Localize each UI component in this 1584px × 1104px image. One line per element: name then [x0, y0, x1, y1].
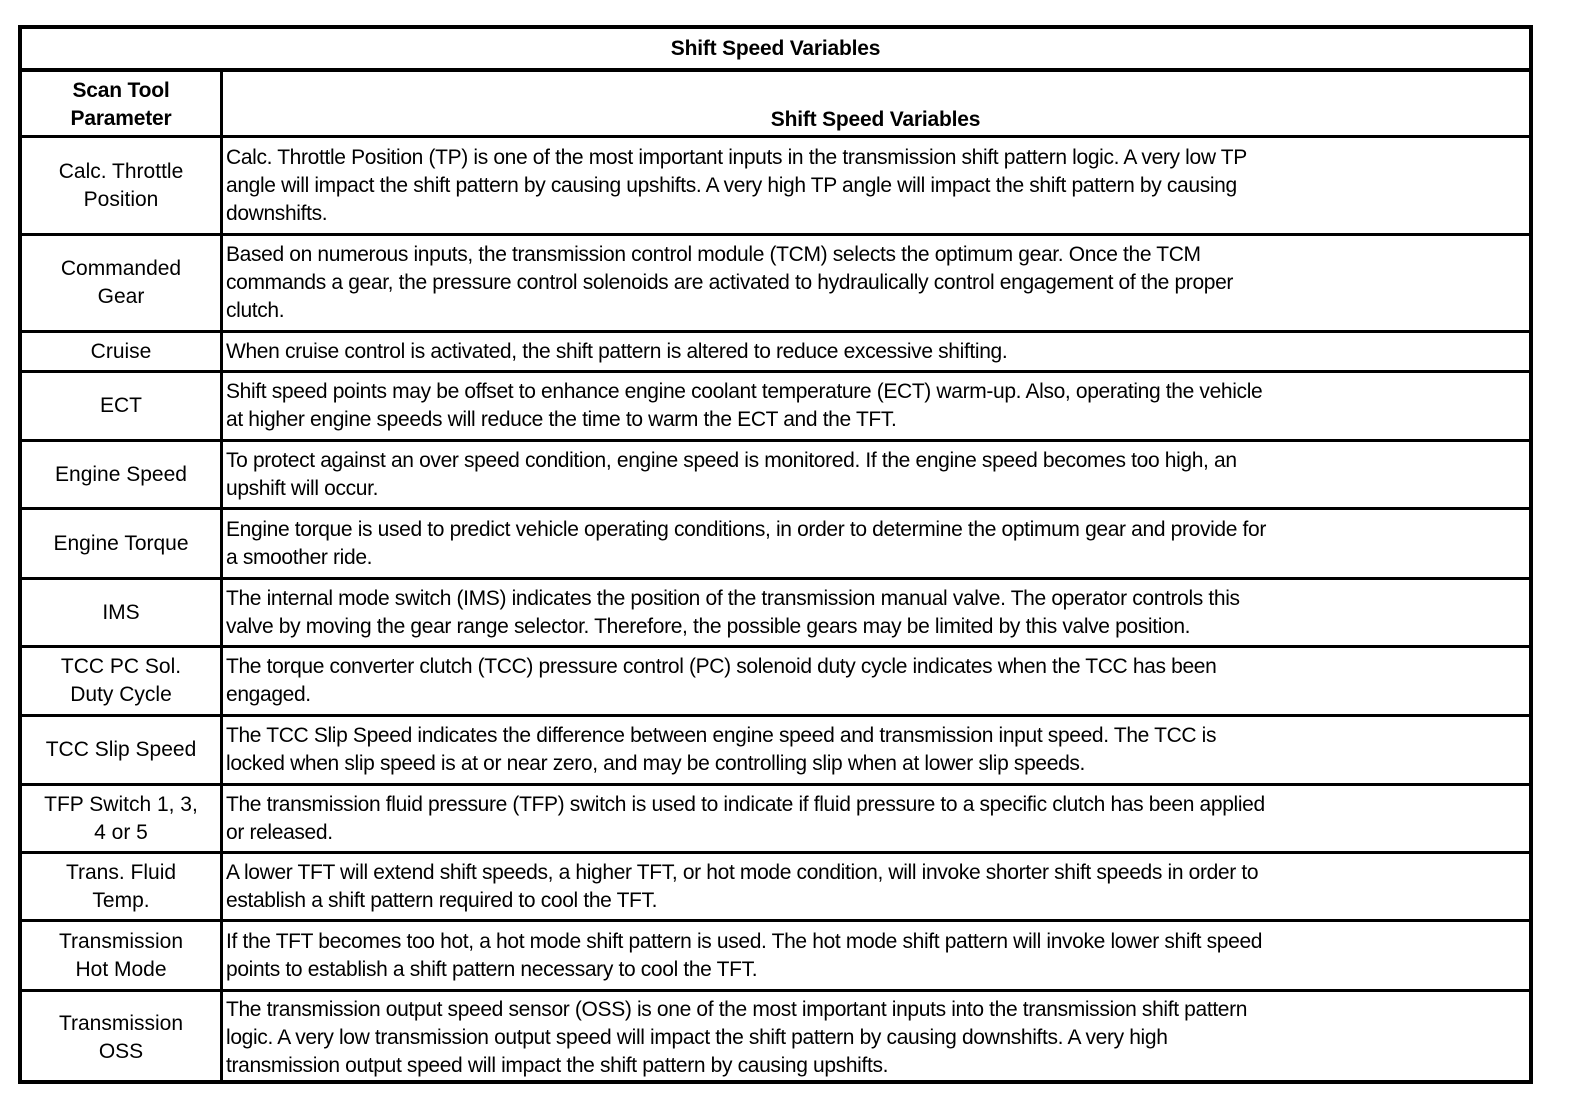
header-row — [22, 72, 1529, 138]
param-text: Engine Speed — [55, 462, 187, 486]
param-text: Gear — [97, 285, 145, 308]
table-row — [22, 507, 1529, 577]
description-text: The transmission fluid pressure (TFP) switch is used to indicate if fluid pressure to a specific clutch has been applied — [226, 792, 1265, 816]
param-cell — [22, 580, 223, 645]
param-cell — [22, 138, 223, 233]
param-cell — [22, 922, 223, 989]
param-text: Duty Cycle — [70, 683, 172, 706]
description-text: locked when slip speed is at or near zero, and may be controlling slip when at lower slip speeds. — [226, 752, 1086, 775]
description-text: commands a gear, the pressure control solenoids are activated to hydraulically control engagement of the proper — [226, 271, 1234, 294]
param-cell — [22, 717, 223, 783]
description-text: at higher engine speeds will reduce the time to warm the ECT and the TFT. — [226, 408, 897, 431]
description-text: downshifts. — [226, 201, 328, 225]
param-text: IMS — [102, 600, 140, 624]
table-row — [22, 233, 1529, 330]
description-cell — [223, 333, 1529, 370]
description-cell — [223, 854, 1529, 919]
table-row — [22, 989, 1529, 1084]
table-row — [22, 135, 1529, 233]
shift-speed-variables-table — [18, 25, 1533, 1084]
param-text: TFP Switch 1, 3, — [44, 792, 198, 816]
description-text: Calc. Throttle Position (TP) is one of the most important inputs in the transmission shift pattern logic. A very low TP — [226, 145, 1247, 169]
description-text: a smoother ride. — [226, 545, 373, 569]
description-text: establish a shift pattern required to cool the TFT. — [226, 888, 658, 912]
description-cell — [223, 442, 1529, 507]
description-cell — [223, 510, 1529, 577]
param-cell — [22, 510, 223, 577]
description-text: points to establish a shift pattern necessary to cool the TFT. — [226, 957, 758, 981]
description-cell — [223, 922, 1529, 989]
description-text: Shift speed points may be offset to enhance engine coolant temperature (ECT) warm-up. Also, operating the vehicle — [226, 380, 1263, 403]
table-row — [22, 783, 1529, 851]
param-text: Cruise — [90, 339, 152, 363]
description-cell — [223, 138, 1529, 233]
param-text: Transmission — [58, 1012, 184, 1035]
param-cell — [22, 992, 223, 1084]
description-text: or released. — [226, 820, 333, 844]
header-param-line-1: Scan Tool — [72, 79, 170, 102]
description-text: A lower TFT will extend shift speeds, a higher TFT, or hot mode condition, will invoke shorter shift speeds in order to — [226, 860, 1259, 884]
table-row — [22, 851, 1529, 919]
param-cell — [22, 373, 223, 439]
table-row — [22, 370, 1529, 439]
param-text: TCC Slip Speed — [45, 738, 197, 761]
description-text: The TCC Slip Speed indicates the difference between engine speed and transmission input speed. The TCC is — [226, 724, 1217, 747]
description-cell — [223, 580, 1529, 645]
table-row — [22, 330, 1529, 370]
description-text: logic. A very low transmission output speed will impact the shift pattern by causing downshifts. A very high — [226, 1026, 1168, 1049]
param-cell — [22, 442, 223, 507]
description-text: If the TFT becomes too hot, a hot mode shift pattern is used. The hot mode shift pattern will invoke lower shift speed — [226, 929, 1263, 953]
param-cell — [22, 648, 223, 714]
table-row — [22, 919, 1529, 989]
param-text: TCC PC Sol. — [60, 655, 182, 678]
param-text: Position — [83, 187, 159, 211]
header-description — [223, 72, 1529, 138]
param-cell — [22, 236, 223, 330]
description-text: When cruise control is activated, the shift pattern is altered to reduce excessive shifting. — [226, 339, 1008, 363]
param-cell — [22, 333, 223, 370]
description-cell — [223, 786, 1529, 851]
param-text: Temp. — [92, 888, 150, 912]
table-row — [22, 439, 1529, 507]
description-text: valve by moving the gear range selector. Therefore, the possible gears may be limited by this valve position. — [226, 614, 1191, 638]
param-cell — [22, 854, 223, 919]
description-text: Engine torque is used to predict vehicle operating conditions, in order to determine the optimum gear and provide for — [226, 517, 1267, 541]
description-cell — [223, 717, 1529, 783]
table-row — [22, 577, 1529, 645]
description-text: Based on numerous inputs, the transmission control module (TCM) selects the optimum gear. Once the TCM — [226, 243, 1201, 266]
param-text: Calc. Throttle — [58, 159, 184, 183]
param-text: ECT — [100, 394, 142, 417]
description-cell — [223, 992, 1529, 1084]
table-title: Shift Speed Variables — [22, 29, 1529, 72]
description-text: upshift will occur. — [226, 476, 379, 500]
description-text: transmission output speed will impact the shift pattern by causing upshifts. — [226, 1054, 889, 1077]
param-text: Commanded — [60, 257, 182, 280]
description-text: The transmission output speed sensor (OSS) is one of the most important inputs into the transmission shift pattern — [226, 998, 1248, 1021]
description-cell — [223, 236, 1529, 330]
param-text: Transmission — [58, 929, 184, 953]
description-text: engaged. — [226, 683, 311, 706]
header-description-text: Shift Speed Variables — [770, 108, 981, 131]
description-text: The torque converter clutch (TCC) pressure control (PC) solenoid duty cycle indicates when the TCC has been — [226, 655, 1217, 678]
param-cell — [22, 786, 223, 851]
param-text: Trans. Fluid — [65, 860, 177, 884]
description-text: The internal mode switch (IMS) indicates the position of the transmission manual valve. The operator controls this — [226, 586, 1240, 610]
header-param-line-2: Parameter — [70, 107, 172, 130]
table-row — [22, 714, 1529, 783]
param-text: Engine Torque — [53, 531, 189, 555]
header-param — [22, 72, 223, 138]
param-text: Hot Mode — [75, 957, 167, 981]
description-text: To protect against an over speed condition, engine speed is monitored. If the engine speed becomes too high, an — [226, 448, 1237, 472]
description-text: clutch. — [226, 299, 285, 322]
param-text: 4 or 5 — [94, 820, 148, 844]
table-row — [22, 645, 1529, 714]
description-cell — [223, 373, 1529, 439]
description-text: angle will impact the shift pattern by causing upshifts. A very high TP angle will impact the shift pattern by causing — [226, 173, 1237, 197]
param-text: OSS — [98, 1040, 144, 1063]
description-cell — [223, 648, 1529, 714]
